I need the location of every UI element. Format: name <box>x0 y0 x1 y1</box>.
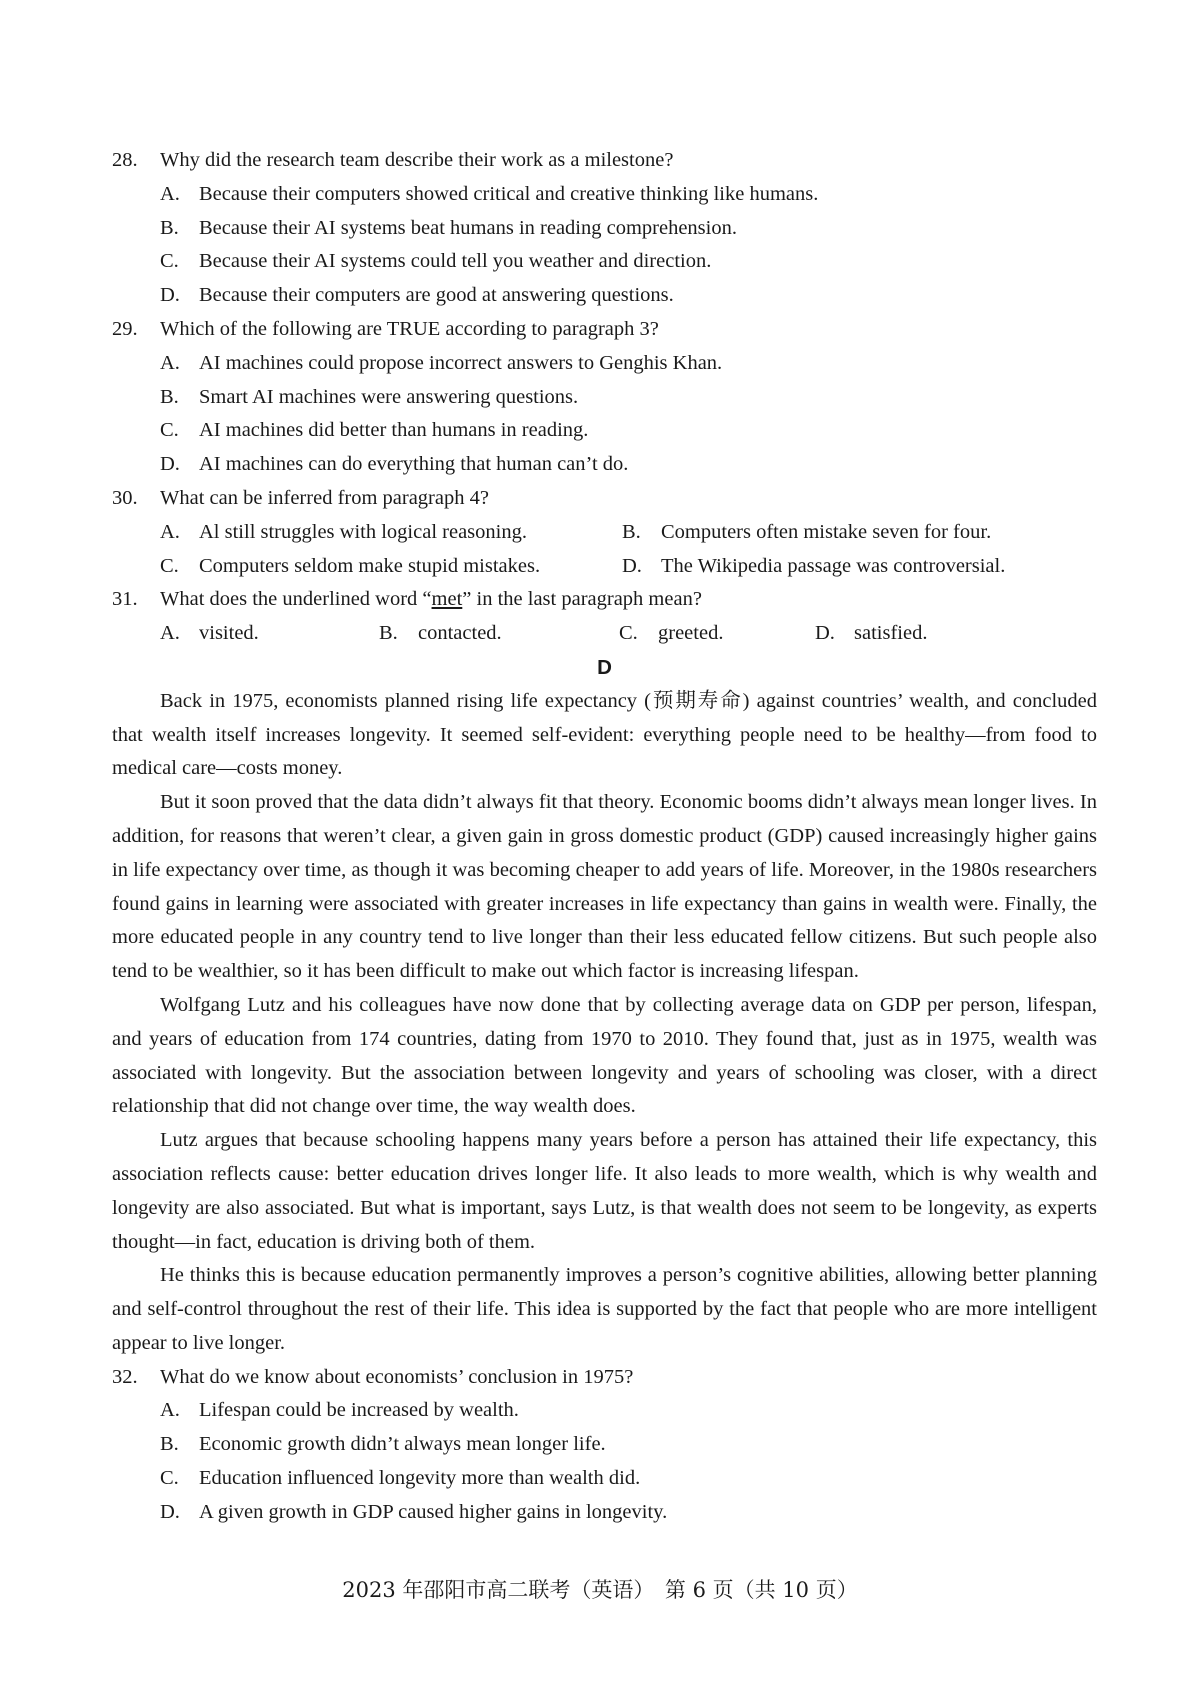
option-letter: C. <box>619 622 638 645</box>
option-letter: C. <box>160 419 179 442</box>
option-letter: B. <box>160 216 179 239</box>
option-text: Smart AI machines were answering questions. <box>199 385 579 408</box>
option-letter: D. <box>815 622 835 645</box>
option-text: contacted. <box>418 622 502 645</box>
page-footer: 2023 年邵阳市高二联考（英语） 第 6 页（共 10 页） <box>342 1578 858 1602</box>
option-text: A given growth in GDP caused higher gains in longevity. <box>199 1500 668 1523</box>
option-row <box>112 516 1097 550</box>
option-text: greeted. <box>658 622 724 645</box>
option-a <box>112 347 1097 381</box>
option-letter: D. <box>160 453 180 476</box>
option-c <box>160 550 622 584</box>
question-29 <box>112 313 1097 482</box>
option-text: Computers often mistake seven for four. <box>661 520 992 543</box>
option-letter: B. <box>160 385 179 408</box>
option-text: Lifespan could be increased by wealth. <box>199 1399 519 1422</box>
option-text: Because their computers are good at answering questions. <box>199 284 674 307</box>
option-b <box>622 516 991 550</box>
passage-paragraph-3: Wolfgang Lutz and his colleagues have now done that by collecting average data on GDP per person, lifespan, and years of education from 174 countries, dating from 1970 to 2010. They found that, just as in 1975, wealth was associated with longevity. But the association between longevity and years of schooling was closer, with a direct relationship that did not change over time, the way wealth does. <box>112 993 1097 1118</box>
question-number: 30. <box>112 486 138 509</box>
option-text: Because their computers showed critical and creative thinking like humans. <box>199 182 819 205</box>
option-row <box>112 550 1097 584</box>
question-stem <box>160 583 702 617</box>
option-letter: B. <box>379 622 398 645</box>
option-text: AI machines could propose incorrect answers to Genghis Khan. <box>199 351 723 374</box>
option-letter: C. <box>160 554 179 577</box>
question-stem: Why did the research team describe their work as a milestone? <box>160 149 674 171</box>
option-a <box>112 178 1097 212</box>
question-stem: What do we know about economists’ conclusion in 1975? <box>160 1365 634 1388</box>
option-letter: B. <box>160 1433 179 1456</box>
question-number: 28. <box>112 149 138 171</box>
question-stem: What can be inferred from paragraph 4? <box>160 486 489 509</box>
option-text: Al still struggles with logical reasoning. <box>199 520 527 543</box>
option-letter: D. <box>622 554 642 577</box>
passage-paragraph-5: He thinks this is because education permanently improves a person’s cognitive abilities, allowing better planning and self-control throughout the rest of their life. This idea is supported by the fact that people who are more intelligent appear to live longer. <box>112 1264 1097 1354</box>
passage-paragraph-1: Back in 1975, economists planned rising life expectancy (预期寿命) against countries’ wealth, and concluded that wealth itself increases longevity. It seemed self-evident: everything people need to be healthy—from food to medical care—costs money. <box>112 689 1097 780</box>
option-text: Computers seldom make stupid mistakes. <box>199 554 541 577</box>
option-c <box>112 414 1097 448</box>
option-c <box>619 617 815 651</box>
question-number: 31. <box>112 588 138 611</box>
question-31 <box>112 583 1097 651</box>
question-30 <box>112 482 1097 583</box>
option-text: Because their AI systems beat humans in reading comprehension. <box>199 216 737 239</box>
option-text: Economic growth didn’t always mean longer life. <box>199 1433 606 1456</box>
question-32 <box>112 1361 1097 1530</box>
question-number: 29. <box>112 317 138 340</box>
stem-after: ” in the last paragraph mean? <box>462 588 702 611</box>
option-letter: D. <box>160 284 180 307</box>
underlined-word: met <box>431 588 463 611</box>
option-letter: A. <box>160 182 180 205</box>
question-number: 32. <box>112 1365 138 1388</box>
option-text: The Wikipedia passage was controversial. <box>661 554 1006 577</box>
option-text: Because their AI systems could tell you weather and direction. <box>199 250 712 273</box>
option-d <box>815 617 927 651</box>
option-d <box>622 550 1005 584</box>
option-row <box>112 617 1097 651</box>
option-letter: A. <box>160 622 180 645</box>
option-text: Education influenced longevity more than wealth did. <box>199 1467 641 1490</box>
option-letter: A. <box>160 1399 180 1422</box>
option-b <box>112 212 1097 246</box>
option-letter: B. <box>622 520 641 543</box>
option-b <box>379 617 619 651</box>
option-c <box>112 1462 1097 1496</box>
question-28 <box>112 144 1097 313</box>
stem-before: What does the underlined word “ <box>160 588 432 611</box>
option-letter: A. <box>160 520 180 543</box>
option-text: AI machines did better than humans in reading. <box>199 419 589 442</box>
option-d <box>112 448 1097 482</box>
section-title: D <box>597 655 612 679</box>
option-text: satisfied. <box>854 622 928 645</box>
option-c <box>112 245 1097 279</box>
option-d <box>112 279 1097 313</box>
passage-paragraph-4: Lutz argues that because schooling happens many years before a person has attained their life expectancy, this association reflects cause: better education drives longer life. It also leads to more wealth, which is why wealth and longevity are also associated. But what is important, says Lutz, is that wealth does not seem to be longevity, as experts thought—in fact, education is driving both of them. <box>112 1129 1097 1253</box>
option-a <box>160 617 379 651</box>
exam-page <box>112 144 1097 1530</box>
option-d <box>112 1496 1097 1530</box>
option-a <box>112 1394 1097 1428</box>
option-letter: C. <box>160 1467 179 1490</box>
option-b <box>112 381 1097 415</box>
option-letter: C. <box>160 250 179 273</box>
option-text: AI machines can do everything that human can’t do. <box>199 453 629 476</box>
option-letter: D. <box>160 1500 180 1523</box>
option-letter: A. <box>160 351 180 374</box>
question-stem: Which of the following are TRUE according to paragraph 3? <box>160 317 659 340</box>
option-b <box>112 1428 1097 1462</box>
option-text: visited. <box>199 622 259 645</box>
option-a <box>160 516 622 550</box>
passage-paragraph-2: But it soon proved that the data didn’t always fit that theory. Economic booms didn’t always mean longer lives. In addition, for reasons that weren’t clear, a given gain in gross domestic product (GDP) caused increasingly higher gains in life expectancy over time, as though it was becoming cheaper to add years of life. Moreover, in the 1980s researchers found gains in learning were associated with greater increases in life expectancy than gains in wealth were. Finally, the more educated people in any country tend to live longer than their less educated fellow citizens. But such people also tend to be wealthier, so it has been difficult to make out which factor is increasing lifespan. <box>112 791 1097 983</box>
